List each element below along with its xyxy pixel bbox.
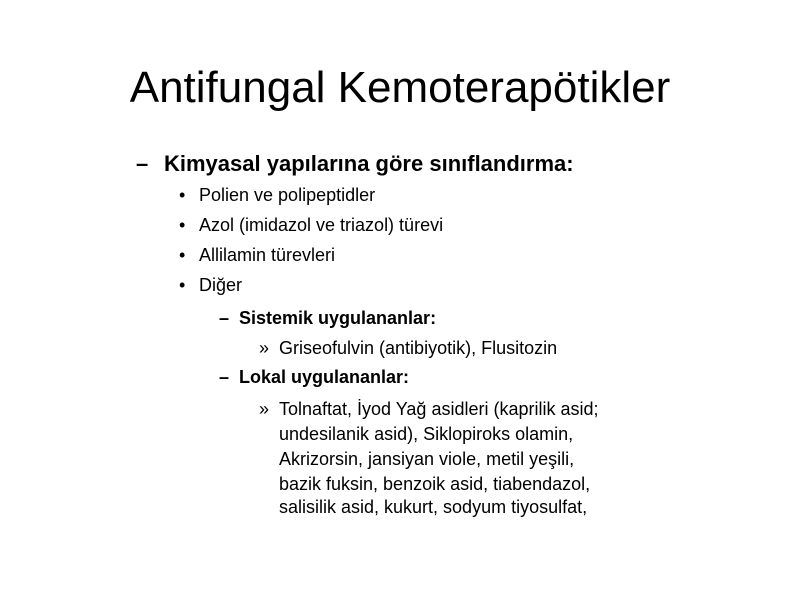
local-label: Lokal uygulananlar:	[239, 367, 410, 387]
bullet-item-allilamin: Allilamin türevleri	[199, 245, 336, 265]
slide-title: Antifungal Kemoterapötikler	[129, 63, 671, 112]
systemic-label: Sistemik uygulananlar:	[239, 308, 437, 328]
local-item-line: Tolnaftat, İyod Yağ asidleri (kaprilik asid;	[279, 399, 599, 419]
dash-bullet-icon: –	[219, 367, 230, 387]
dot-bullet-icon: •	[179, 245, 186, 265]
bullet-item-polien: Polien ve polipeptidler	[199, 185, 376, 205]
local-item-line: undesilanik asid), Siklopiroks olamin,	[279, 424, 574, 444]
chevron-bullet-icon: »	[259, 399, 270, 419]
dot-bullet-icon: •	[179, 185, 186, 205]
classification-heading: Kimyasal yapılarına göre sınıflandırma:	[164, 151, 574, 176]
dash-bullet-icon: –	[219, 308, 230, 328]
dot-bullet-icon: •	[179, 215, 186, 235]
chevron-bullet-icon: »	[259, 338, 270, 358]
dash-bullet-icon: –	[136, 151, 149, 176]
bullet-item-diger: Diğer	[199, 275, 243, 295]
systemic-item: Griseofulvin (antibiyotik), Flusitozin	[279, 338, 558, 358]
local-item-line: bazik fuksin, benzoik asid, tiabendazol,	[279, 474, 591, 494]
bullet-item-azol: Azol (imidazol ve triazol) türevi	[199, 215, 444, 235]
local-item-line: Akrizorsin, jansiyan viole, metil yeşili,	[279, 449, 575, 469]
dot-bullet-icon: •	[179, 275, 186, 295]
local-item-line: salisilik asid, kukurt, sodyum tiyosulfat,	[279, 497, 588, 517]
